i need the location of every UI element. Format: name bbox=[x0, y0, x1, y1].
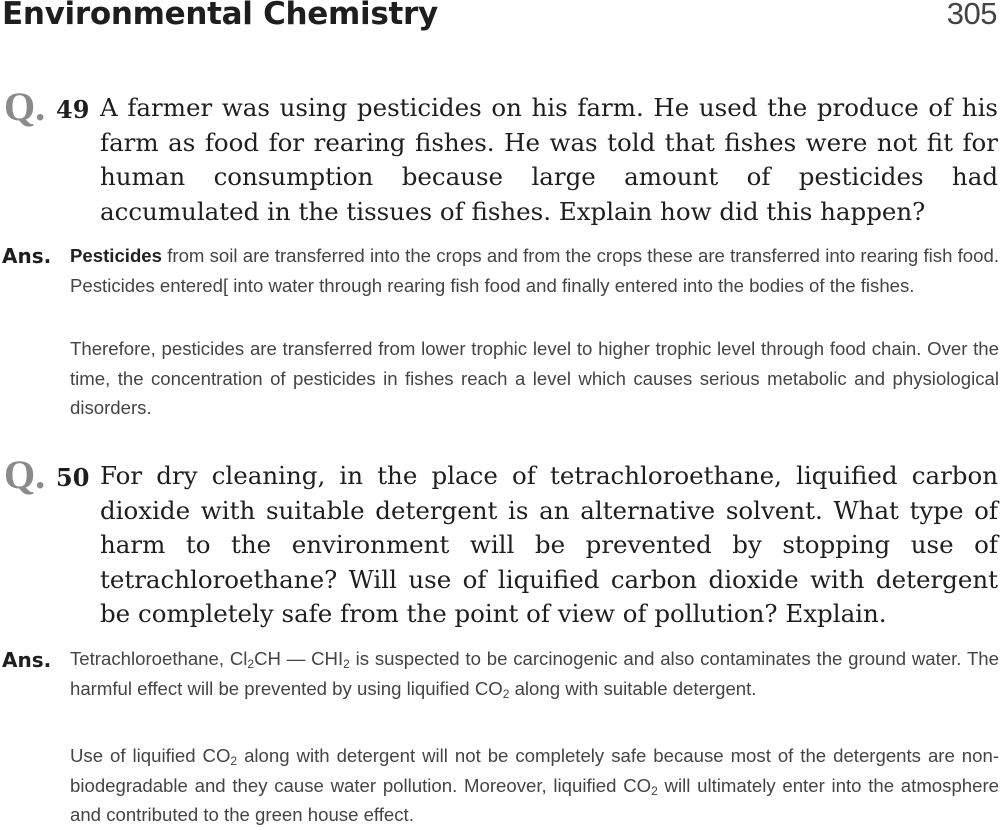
answer-paragraph: Therefore, pesticides are transferred from lower trophic level to higher trophic level through food chain. Over the time, the concentration of pesticides in fishes reach a level which causes serious metabolic and physiological disorders. bbox=[70, 338, 999, 418]
question-number: 49 bbox=[56, 95, 90, 124]
subscript: 2 bbox=[343, 657, 350, 671]
page-number: 305 bbox=[946, 0, 997, 31]
question-text: A farmer was using pesticides on his farm. He used the produce of his farm as food for rearing fishes. He was told that fishes were not fit for human consumption because large amount of pesticides had accumulated in the tissues of fishes. Explain how did this happen? bbox=[100, 93, 998, 226]
answer-text: will ultimately enter into the atmosphere and contributed to the green house effect. bbox=[70, 774, 999, 825]
subscript: 2 bbox=[230, 754, 238, 768]
answer-label: Ans. bbox=[2, 244, 52, 268]
answer-text: along with suitable detergent. bbox=[509, 677, 757, 699]
chapter-title: Environmental Chemistry bbox=[2, 0, 438, 32]
answer-text: CH — CHI bbox=[254, 648, 344, 669]
answer-text: Tetrachloroethane, Cl bbox=[70, 648, 248, 669]
question-text: For dry cleaning, in the place of tetrachloroethane, liquified carbon dioxide with suitable detergent is an alternative solvent. What type of harm to the environment will be prevented by stopping use of tetrachloroethane? Will use of liquified carbon dioxide with detergent be completely safe from the point of view of pollution? Explain. bbox=[100, 461, 998, 628]
subscript: 2 bbox=[502, 686, 510, 701]
answer-text: from soil are transferred into the crops and from the crops these are transferred into rearing fish food. Pesticides entered[ into water through rearing fish food and finally entered into the bodies of the fishes. bbox=[70, 245, 999, 296]
answer-paragraph bbox=[70, 644, 999, 703]
question-number: 50 bbox=[56, 463, 90, 492]
page-header bbox=[0, 0, 1001, 40]
answer-keyword: Pesticides bbox=[70, 245, 162, 266]
question-marker: Q. bbox=[4, 452, 46, 497]
answer-text: is suspected to be carcinogenic and also contaminates the ground water. The harmful effect will be prevented by using liquified CO bbox=[70, 648, 999, 699]
answer-text: Use of liquified CO bbox=[70, 745, 231, 766]
answer-text: along with detergent will not be completely safe because most of the detergents are non-biodegradable and they cause water pollution. Moreover, liquified CO bbox=[70, 745, 1000, 796]
answer-paragraph bbox=[70, 741, 999, 830]
answer-label: Ans. bbox=[2, 648, 52, 672]
subscript: 2 bbox=[651, 783, 658, 798]
answer-paragraph bbox=[70, 241, 999, 300]
subscript: 2 bbox=[247, 657, 255, 671]
question-marker: Q. bbox=[4, 84, 46, 129]
